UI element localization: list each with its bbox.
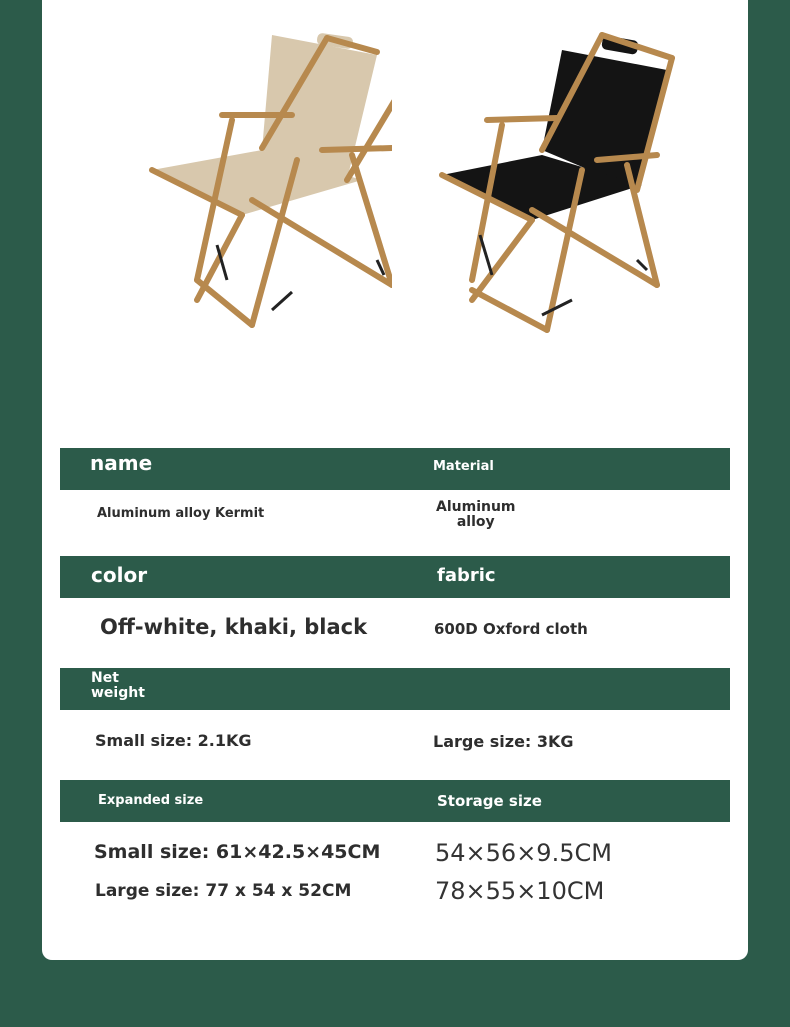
net-weight-header: Net weight: [91, 670, 145, 701]
small-weight-value: Small size: 2.1KG: [95, 731, 252, 750]
material-header: Material: [433, 459, 494, 474]
header-band-name-material: [60, 448, 730, 490]
header-band-net-weight: [60, 668, 730, 710]
expanded-size-header: Expanded size: [98, 793, 204, 808]
khaki-chair-image: [122, 30, 392, 340]
fabric-header: fabric: [437, 565, 496, 586]
storage-size-header: Storage size: [437, 792, 542, 810]
material-value: Aluminum alloy: [436, 499, 516, 531]
product-spec-card: [42, 0, 748, 960]
storage-small-value: 54×56×9.5CM: [435, 839, 612, 867]
color-value: Off-white, khaki, black: [100, 615, 368, 639]
header-band-color-fabric: [60, 556, 730, 598]
color-header: color: [91, 563, 148, 587]
fabric-value: 600D Oxford cloth: [434, 620, 588, 638]
storage-large-value: 78×55×10CM: [435, 877, 605, 905]
expanded-large-value: Large size: 77 x 54 x 52CM: [95, 881, 352, 901]
name-header: name: [90, 451, 153, 475]
name-value: Aluminum alloy Kermit: [97, 506, 265, 521]
expanded-small-value: Small size: 61×42.5×45CM: [94, 841, 381, 863]
black-chair-image: [432, 30, 682, 340]
large-weight-value: Large size: 3KG: [433, 732, 574, 751]
